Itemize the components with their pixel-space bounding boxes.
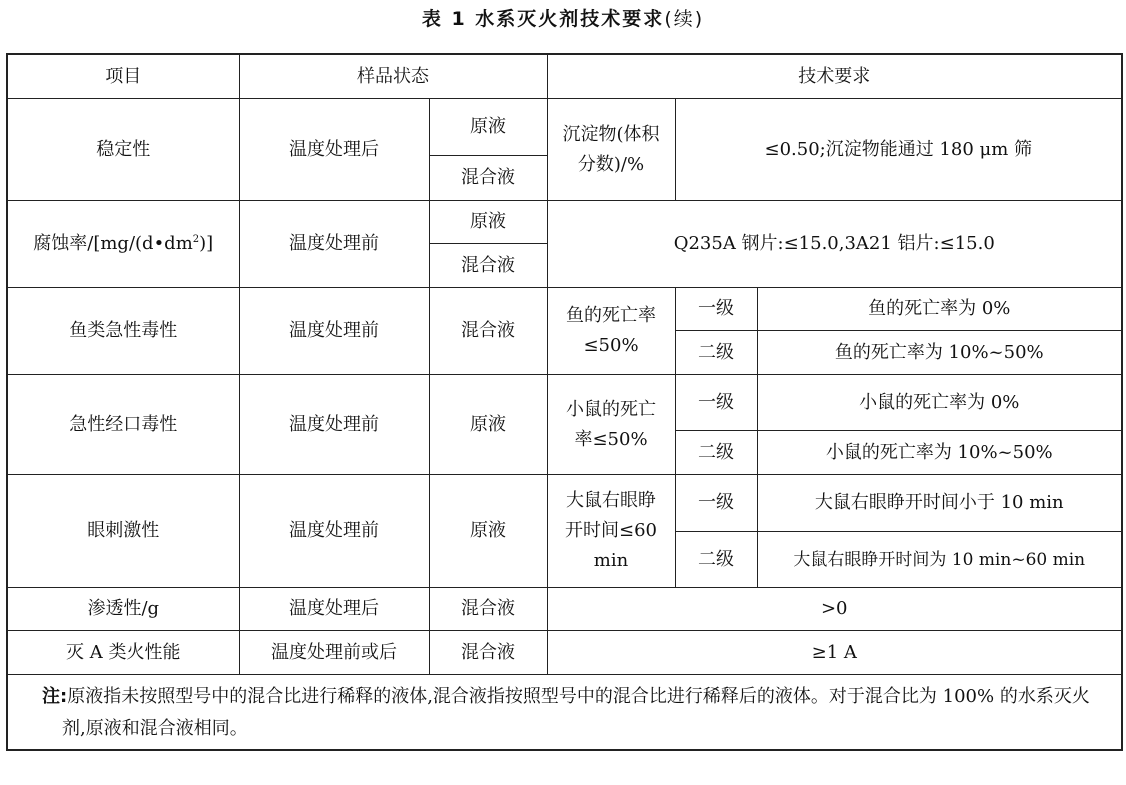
fish-criterion: 鱼的死亡率≤50%: [547, 288, 675, 375]
table-title: [0, 4, 1126, 31]
eye-level1: 一级: [675, 475, 757, 532]
fish-level1: 一级: [675, 288, 757, 331]
eye-criterion: 大鼠右眼睁开时间≤60 min: [547, 475, 675, 588]
note-label: 注:: [42, 686, 68, 707]
table-row: [7, 631, 1122, 675]
table-row: [7, 99, 1122, 156]
oral-level2-value: 小鼠的死亡率为 10%~50%: [757, 431, 1122, 475]
stability-sub1: 原液: [429, 99, 547, 156]
corrosion-sub2: 混合液: [429, 244, 547, 288]
penetration-state: 温度处理后: [239, 588, 429, 631]
fire-a-sub: 混合液: [429, 631, 547, 675]
fire-a-req-value: ≥1 A: [547, 631, 1122, 675]
stability-state: 温度处理后: [239, 99, 429, 201]
fish-level1-value: 鱼的死亡率为 0%: [757, 288, 1122, 331]
corrosion-state: 温度处理前: [239, 201, 429, 288]
requirements-table: [6, 53, 1123, 751]
table-row: [7, 588, 1122, 631]
fish-sub: 混合液: [429, 288, 547, 375]
oral-item: 急性经口毒性: [7, 375, 239, 475]
penetration-sub: 混合液: [429, 588, 547, 631]
corrosion-sub1: 原液: [429, 201, 547, 244]
table-row: [7, 201, 1122, 244]
corrosion-item-text: 腐蚀率/[mg/(d•dm: [33, 233, 193, 254]
oral-level2: 二级: [675, 431, 757, 475]
header-tech-req: 技术要求: [547, 54, 1122, 99]
header-sample-state: 样品状态: [239, 54, 547, 99]
table-row: [7, 475, 1122, 532]
oral-state: 温度处理前: [239, 375, 429, 475]
fire-a-state: 温度处理前或后: [239, 631, 429, 675]
eye-item: 眼刺激性: [7, 475, 239, 588]
stability-req-value: ≤0.50;沉淀物能通过 180 μm 筛: [675, 99, 1122, 201]
header-row: [7, 54, 1122, 99]
title-text: 表 1 水系灭火剂技术要求: [421, 8, 665, 30]
oral-criterion: 小鼠的死亡率≤50%: [547, 375, 675, 475]
eye-level2-value: 大鼠右眼睁开时间为 10 min~60 min: [757, 532, 1122, 588]
stability-req-label: 沉淀物(体积分数)/%: [547, 99, 675, 201]
stability-item: 稳定性: [7, 99, 239, 201]
oral-sub: 原液: [429, 375, 547, 475]
eye-level1-value: 大鼠右眼睁开时间小于 10 min: [757, 475, 1122, 532]
oral-level1-value: 小鼠的死亡率为 0%: [757, 375, 1122, 431]
eye-state: 温度处理前: [239, 475, 429, 588]
corrosion-item: [7, 201, 239, 288]
table-note: [7, 675, 1122, 751]
note-row: [7, 675, 1122, 751]
corrosion-item-sup: 2: [192, 234, 200, 245]
fish-state: 温度处理前: [239, 288, 429, 375]
penetration-item: 渗透性/g: [7, 588, 239, 631]
fire-a-item: 灭 A 类火性能: [7, 631, 239, 675]
fish-item: 鱼类急性毒性: [7, 288, 239, 375]
corrosion-item-suffix: )]: [199, 233, 214, 254]
header-item: 项目: [7, 54, 239, 99]
penetration-req-value: >0: [547, 588, 1122, 631]
table-row: [7, 288, 1122, 331]
note-text: 原液指未按照型号中的混合比进行稀释的液体,混合液指按照型号中的混合比进行稀释后的液体。对于混合比为 100% 的水系灭火剂,原液和混合液相同。: [62, 686, 1090, 739]
table-row: [7, 375, 1122, 431]
oral-level1: 一级: [675, 375, 757, 431]
eye-level2: 二级: [675, 532, 757, 588]
fish-level2-value: 鱼的死亡率为 10%~50%: [757, 331, 1122, 375]
corrosion-req-value: Q235A 钢片:≤15.0,3A21 铝片:≤15.0: [547, 201, 1122, 288]
title-suffix: (续): [664, 8, 705, 30]
fish-level2: 二级: [675, 331, 757, 375]
eye-sub: 原液: [429, 475, 547, 588]
stability-sub2: 混合液: [429, 156, 547, 201]
